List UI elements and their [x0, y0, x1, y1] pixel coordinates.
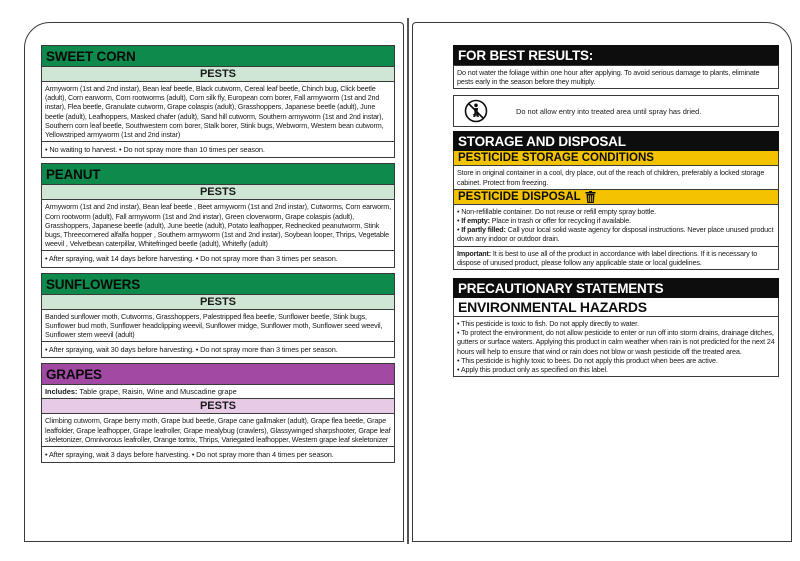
precautionary-title: PRECAUTIONARY STATEMENTS	[453, 278, 779, 298]
disposal-instructions	[453, 204, 779, 247]
pests-list: Banded sunflower moth, Cutworms, Grasshoppers, Palestripped flea beetle, Sunflower beetle, Stink bugs, Sunflower bud moth, Sunflower headclipping weevil, Sunflower midge, Sunflower moth, Sunflower seed weevil, Sunflower stem weevil (adult)	[41, 309, 395, 343]
best-results-text: Do not water the foliage within one hour after applying. To avoid serious damage to plants, eliminate pests early in the season before they multiply.	[453, 65, 779, 89]
left-page	[24, 22, 404, 542]
crop-section-peanut	[41, 163, 395, 267]
pests-heading: PESTS	[41, 294, 395, 309]
important-text: It is best to use all of the product in accordance with label directions. If it is necessary to dispose of unused product, please follow any applicable state or local guidelines.	[457, 248, 758, 267]
includes-text: Table grape, Raisin, Wine and Muscadine grape	[79, 387, 237, 397]
right-page	[412, 22, 792, 542]
crop-section-sweet-corn	[41, 45, 395, 158]
usage-note: • No waiting to harvest. • Do not spray more than 10 times per season.	[41, 142, 395, 158]
usage-note: • After spraying, wait 14 days before harvesting. • Do not spray more than 3 times per season.	[41, 251, 395, 267]
crop-title: SUNFLOWERS	[41, 273, 395, 294]
important-label: Important:	[457, 248, 492, 258]
disposal-item: • If partly filled: Call your local solid waste agency for disposal instructions. Never place unused product down any indoor or outdoor drain.	[457, 225, 775, 243]
environmental-hazards-list	[453, 316, 779, 377]
environmental-hazards-title: ENVIRONMENTAL HAZARDS	[453, 298, 779, 316]
disposal-item: • Non-refillable container. Do not reuse or refill empty spray bottle.	[457, 207, 775, 216]
storage-disposal-section	[453, 131, 779, 270]
crop-title: SWEET CORN	[41, 45, 395, 66]
entry-restriction-box	[453, 95, 779, 127]
pesticide-disposal-title: PESTICIDE DISPOSAL	[458, 190, 581, 203]
hazard-item: • This pesticide is highly toxic to bees. Do not apply this product when bees are active.	[457, 356, 775, 365]
important-note	[453, 247, 779, 270]
usage-note: • After spraying, wait 30 days before harvesting. • Do not spray more than 3 times per season.	[41, 342, 395, 358]
entry-restriction-text: Do not allow entry into treated area until spray has dried.	[516, 106, 702, 116]
hazard-item: • To protect the environment, do not allow pesticide to enter or run off into storm drains, drainage ditches, gutters or surface waters. Applying this product in calm weather when rain is not predicted for the next 24 hours will help to ensure that wind or rain does not blow or wash pesticide off the treated area.	[457, 328, 775, 356]
right-page-content	[453, 45, 779, 377]
trash-bin-icon	[585, 191, 596, 203]
best-results-title: FOR BEST RESULTS:	[453, 45, 779, 65]
crop-section-sunflowers	[41, 273, 395, 359]
hazard-item: • This pesticide is toxic to fish. Do not apply directly to water.	[457, 319, 775, 328]
best-results-section	[453, 45, 779, 89]
usage-note: • After spraying, wait 3 days before harvesting. • Do not spray more than 4 times per season.	[41, 447, 395, 463]
pesticide-disposal-heading	[453, 190, 779, 204]
left-page-content	[41, 45, 395, 468]
crop-title: PEANUT	[41, 163, 395, 184]
pests-list: Armyworm (1st and 2nd instar), Bean leaf beetle , Beet armyworm (1st and 2nd instar), Cutworms, Corn earworm, Corn rootworm (adult), Fall armyworm (1st and 2nd instar), Green cloverworm, Grape colaspis (adult), Grasshoppers, Japanese beetle (adult), June beetle (adult), Potato leafhopper, Rednecked peanutworm, Stink bugs, Threecornered alfalfa hopper , Southern armyworm (1st and 2nd instar), Soybean looper, Thrips, Vegetable weevil , Velvetbean caterpillar, Whitefringed beetle (adult), Whitefly (adult)	[41, 199, 395, 251]
pests-heading: PESTS	[41, 398, 395, 413]
pests-heading: PESTS	[41, 66, 395, 81]
precautionary-section	[453, 278, 779, 377]
storage-conditions-title: PESTICIDE STORAGE CONDITIONS	[453, 151, 779, 165]
pests-list: Climbing cutworm, Grape berry moth, Grape bud beetle, Grape cane gallmaker (adult), Grape flea beetle, Grape leaffolder, Grape leafhopper, Grape leafroller, Grape mealybug (crawlers), Glassywinged sharpshooter, Grape leaf skeletonizer, Omnivorous leafroller, Orange tortrix, Thrips, Variegated leafhopper, Western grape leaf skeletonizer	[41, 413, 395, 447]
no-entry-person-icon	[464, 99, 488, 123]
includes-line	[41, 384, 395, 398]
hazard-item: • Apply this product only as specified on this label.	[457, 365, 775, 374]
crop-title: GRAPES	[41, 363, 395, 384]
disposal-item: • If empty: Place in trash or offer for recycling if available.	[457, 216, 775, 225]
storage-disposal-title: STORAGE AND DISPOSAL	[453, 131, 779, 151]
storage-conditions-text: Store in original container in a cool, dry place, out of the reach of children, preferably a locked storage cabinet. Protect from freezing.	[453, 165, 779, 189]
pests-list: Armyworm (1st and 2nd instar), Bean leaf beetle, Black cutworm, Cereal leaf beetle, Chinch bug, Click beetle (adult), Corn earworm, Corn rootworms (adult), Corn silk fly, European corn borer, Fall armyworm (1st and 2nd instar), Flea beetle, Granulate cutworm, Grape colaspis (adult), Grasshoppers, Japanese beetle (adult), June beetle (adult), Leafhoppers, Masked chafer (adult), Sand hill cutworm, Southern armyworm (1st and 2nd instar), Southern corn leaf beetle, Southwestern corn borer, Stalk borer, Stink bugs, Webworm, Western bean cutworm, Yellowstriped armyworm (1st and 2nd instar)	[41, 81, 395, 142]
pests-heading: PESTS	[41, 184, 395, 199]
booklet	[24, 8, 786, 544]
includes-label: Includes:	[45, 387, 78, 397]
crop-section-grapes	[41, 363, 395, 463]
